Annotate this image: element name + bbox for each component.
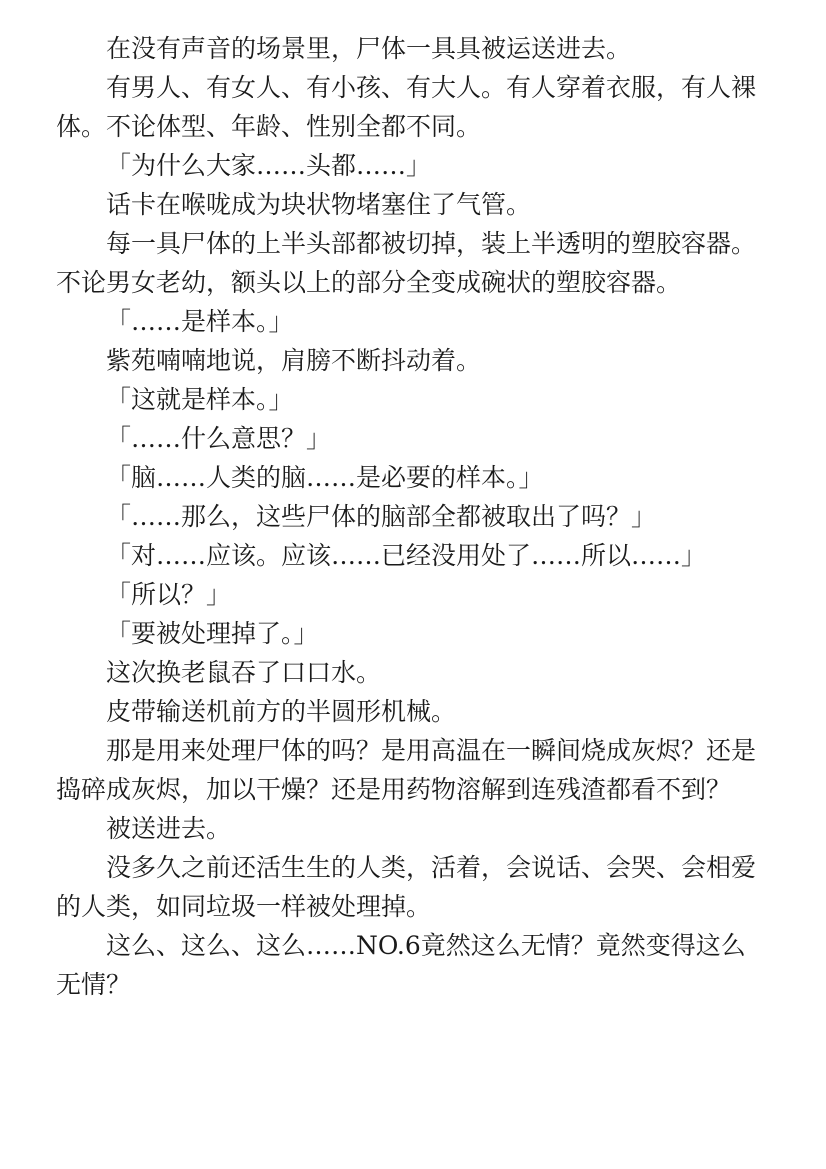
paragraph: 那是用来处理尸体的吗？是用高温在一瞬间烧成灰烬？还是捣碎成灰烬，加以干燥？还是用药物溶解到连残渣都看不到？ [56,736,757,804]
paragraph: 这次换老鼠吞了口口水。 [106,658,382,687]
paragraph: 没多久之前还活生生的人类，活着，会说话、会哭、会相爱的人类，如同垃圾一样被处理掉。 [56,853,757,921]
paragraph: 紫苑喃喃地说，肩膀不断抖动着。 [106,346,482,375]
paragraph: 被送进去。 [106,814,232,843]
dialogue-line: 「……什么意思？」 [106,424,332,453]
paragraph: 在没有声音的场景里，尸体一具具被运送进去。 [106,34,632,63]
paragraph: 每一具尸体的上半头部都被切掉，装上半透明的塑胶容器。不论男女老幼，额头以上的部分全变成碗状的塑胶容器。 [56,229,757,297]
paragraph: 皮带输送机前方的半圆形机械。 [106,697,457,726]
dialogue-line: 「为什么大家……头都……」 [106,151,432,180]
dialogue-line: 「对……应该。应该……已经没用处了……所以……」 [106,541,707,570]
dialogue-line: 「脑……人类的脑……是必要的样本。」 [106,463,544,492]
dialogue-line: 「……那么，这些尸体的脑部全都被取出了吗？」 [106,502,657,531]
dialogue-line: 「要被处理掉了。」 [106,619,319,648]
paragraph: 有男人、有女人、有小孩、有大人。有人穿着衣服，有人裸体。不论体型、年龄、性别全都不同。 [56,73,757,141]
dialogue-line: 「……是样本。」 [106,307,294,336]
paragraph: 话卡在喉咙成为块状物堵塞住了气管。 [106,190,532,219]
dialogue-line: 「这就是样本。」 [106,385,294,414]
text-body [56,29,756,1004]
dialogue-line: 「所以？」 [106,580,232,609]
paragraph: 这么、这么、这么……NO.6竟然这么无情？竟然变得这么无情？ [56,931,746,999]
